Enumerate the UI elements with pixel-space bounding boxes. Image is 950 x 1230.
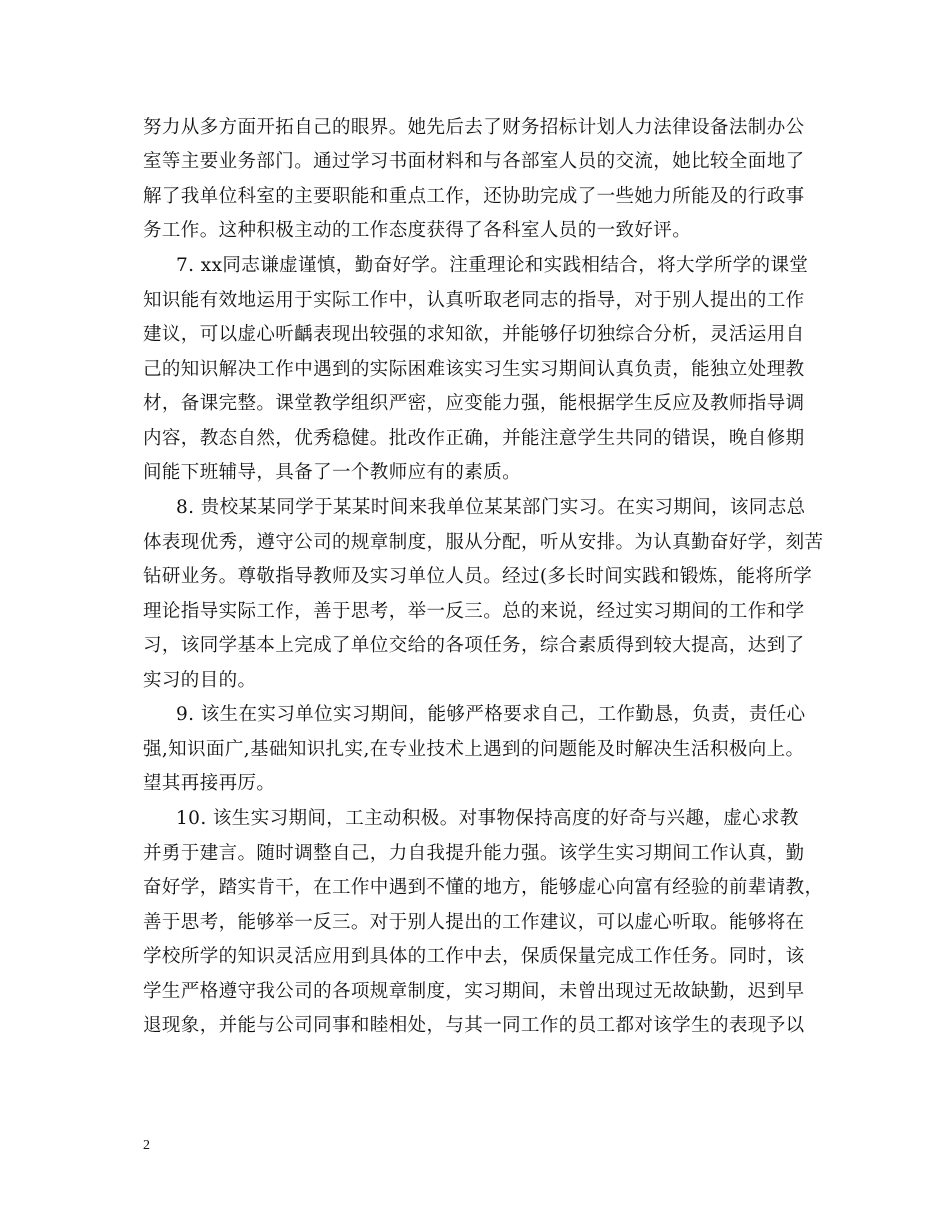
- paragraph-8-first-line: 8. 贵校某某同学于某某时间来我单位某某部门实习。在实习期间，该同志总: [176, 497, 806, 518]
- text-line: 室等主要业务部门。通过学习书面材料和与各部室人员的交流，她比较全面地了: [143, 151, 805, 172]
- text-line: 退现象，并能与公司同事和睦相处，与其一同工作的员工都对该学生的表现予以: [143, 1015, 805, 1036]
- text-line: 体表现优秀，遵守公司的规章制度，服从分配，听从安排。为认真勤奋好学，刻苦: [143, 532, 824, 553]
- text-line: 并勇于建言。随时调整自己，力自我提升能力强。该学生实习期间工作认真，勤: [143, 843, 805, 864]
- page-number: 2: [143, 1138, 150, 1153]
- text-line: 善于思考，能够举一反三。对于别人提出的工作建议，可以虚心听取。能够将在: [143, 912, 805, 933]
- text-line: 间能下班辅导，具备了一个教师应有的素质。: [143, 462, 522, 483]
- text-line: 望其再接再厉。: [143, 773, 276, 794]
- text-line: 实习的目的。: [143, 670, 257, 691]
- paragraph-10-first-line: 10. 该生实习期间，工主动积极。对事物保持高度的好奇与兴趣，虚心求教: [176, 808, 799, 829]
- text-line: 努力从多方面开拓自己的眼界。她先后去了财务招标计划人力法律设备法制办公: [143, 117, 805, 138]
- text-line: 理论指导实际工作，善于思考，举一反三。总的来说，经过实习期间的工作和学: [143, 601, 805, 622]
- text-line: 建议，可以虚心听齲表现出较强的求知欲，并能够仔切独综合分析，灵活运用自: [143, 324, 805, 345]
- text-line: 解了我单位科室的主要职能和重点工作，还协助完成了一些她力所能及的行政事: [143, 186, 805, 207]
- paragraph-7-first-line: 7. xx同志谦虚谨慎，勤奋好学。注重理论和实践相结合，将大学所学的课堂: [176, 255, 809, 276]
- text-line: 材，备课完整。课堂教学组织严密，应变能力强，能根据学生反应及教师指导调: [143, 393, 805, 414]
- text-line: 内容，教态自然，优秀稳健。批改作正确，并能注意学生共同的错误，晚自修期: [143, 428, 805, 449]
- text-line: 己的知识解决工作中遇到的实际困难该实习生实习期间认真负责，能独立处理教: [143, 359, 805, 380]
- text-line: 习，该同学基本上完成了单位交给的各项任务，综合素质得到较大提高，达到了: [143, 635, 805, 656]
- paragraph-9-first-line: 9. 该生在实习单位实习期间，能够严格要求自己，工作勤恳，负责，责任心: [176, 704, 806, 725]
- text-line: 学校所学的知识灵活应用到具体的工作中去，保质保量完成工作任务。同时，该: [143, 946, 805, 967]
- text-line: 知识能有效地运用于实际工作中，认真听取老同志的指导，对于别人提出的工作: [143, 290, 805, 311]
- text-line: 强,知识面广,基础知识扎实,在专业技术上遇到的问题能及时解决生活积极向上。: [143, 739, 805, 760]
- text-line: 学生严格遵守我公司的各项规章制度，实习期间，未曾出现过无故缺勤，迟到早: [143, 981, 805, 1002]
- text-line: 钻研业务。尊敬指导教师及实习单位人员。经过(多长时间实践和锻炼，能将所学: [143, 566, 813, 587]
- text-line: 奋好学，踏实肯干，在工作中遇到不懂的地方，能够虚心向富有经验的前辈请教，: [143, 877, 824, 898]
- text-line: 务工作。这种积极主动的工作态度获得了各科室人员的一致好评。: [143, 220, 692, 241]
